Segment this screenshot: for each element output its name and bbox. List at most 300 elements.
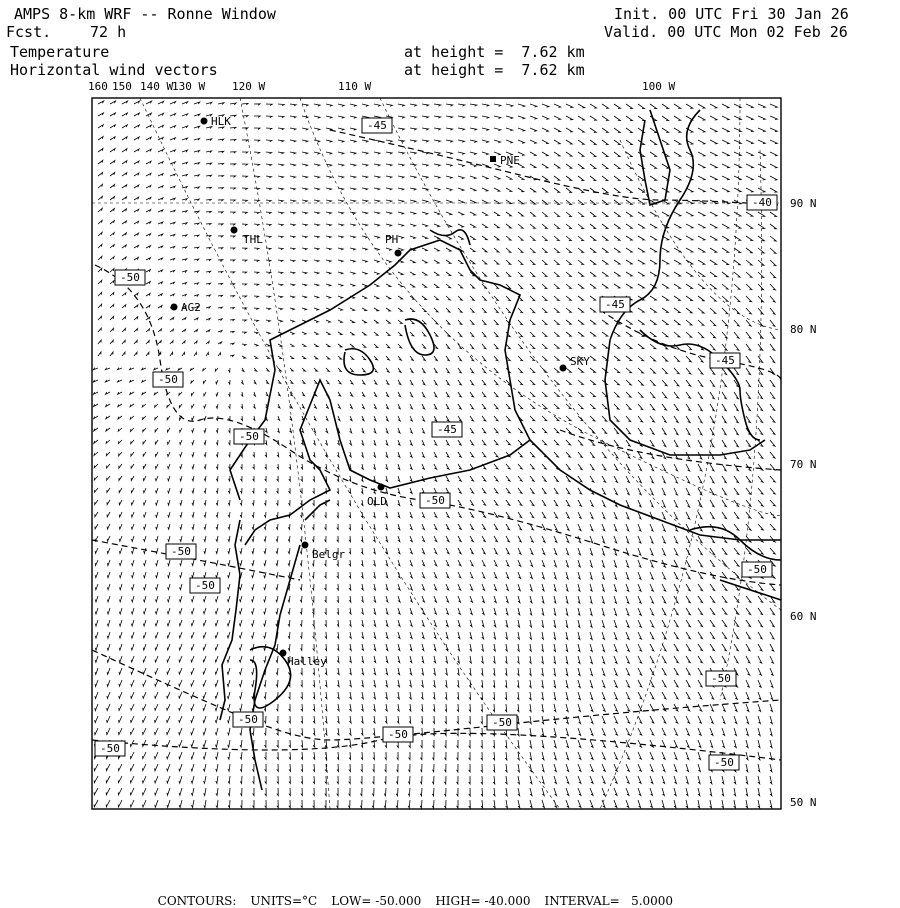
wind-vector	[422, 380, 425, 385]
wind-vector	[122, 209, 127, 212]
wind-vector	[614, 800, 617, 808]
wind-vector	[362, 284, 367, 286]
wind-vector	[131, 620, 134, 626]
wind-vector	[494, 536, 497, 542]
wind-vector	[134, 137, 139, 140]
wind-vector	[530, 320, 535, 325]
wind-vector	[770, 608, 775, 615]
wind-vector	[350, 236, 355, 238]
wind-vector	[410, 584, 412, 590]
wind-vector	[446, 536, 449, 542]
wind-vector	[650, 380, 655, 385]
wind-vector	[182, 138, 188, 140]
wind-vector	[131, 716, 134, 722]
wind-vector	[434, 356, 437, 361]
wind-vector	[505, 704, 507, 712]
wind-vector	[242, 200, 247, 202]
wind-vector	[698, 392, 703, 399]
wind-vector	[313, 740, 315, 747]
wind-vector	[770, 416, 775, 422]
wind-vector	[470, 284, 475, 288]
wind-vector	[638, 776, 641, 783]
wind-vector	[770, 704, 773, 712]
wind-vector	[650, 344, 656, 349]
wind-vector	[602, 488, 606, 494]
wind-vector	[446, 368, 449, 373]
wind-vector	[228, 716, 231, 723]
wind-vector	[590, 428, 595, 433]
wind-vector	[386, 164, 392, 166]
wind-vector	[746, 656, 750, 663]
wind-vector	[252, 596, 254, 602]
wind-vector	[362, 416, 364, 421]
wind-vector	[422, 260, 427, 263]
wind-vector	[518, 344, 523, 349]
wind-vector	[325, 440, 327, 445]
wind-vector	[578, 692, 580, 700]
wind-vector	[432, 776, 434, 784]
wind-vector	[566, 776, 569, 784]
wind-vector	[119, 644, 122, 650]
wind-vector	[106, 440, 110, 443]
wind-vector	[290, 344, 294, 346]
wind-vector	[158, 174, 163, 176]
wind-vector	[314, 260, 319, 262]
wind-vector	[110, 125, 115, 128]
wind-vector	[143, 692, 146, 698]
wind-vector	[216, 476, 218, 481]
wind-vector	[398, 128, 404, 130]
wind-vector	[300, 524, 302, 530]
wind-vector	[229, 440, 231, 445]
wind-vector	[289, 800, 291, 808]
wind-vector	[180, 476, 182, 481]
wind-vector	[614, 356, 620, 360]
wind-vector	[758, 236, 764, 241]
wind-vector	[337, 692, 339, 699]
wind-vector	[410, 380, 413, 385]
wind-vector	[578, 116, 585, 120]
wind-vector	[98, 101, 104, 104]
wind-vector	[227, 656, 230, 662]
wind-vector	[289, 764, 291, 771]
wind-vector	[518, 140, 525, 143]
wind-vector	[106, 764, 110, 771]
wind-vector	[326, 104, 332, 106]
wind-vector	[203, 764, 206, 771]
wind-vector	[494, 488, 498, 493]
wind-vector	[662, 776, 665, 784]
wind-vector	[95, 728, 98, 735]
wind-vector	[710, 584, 715, 591]
wind-vector	[590, 284, 596, 288]
wind-vector	[386, 212, 392, 214]
wind-vector	[264, 716, 266, 723]
wind-vector	[168, 464, 170, 469]
wind-vector	[122, 245, 126, 248]
wind-vector	[686, 296, 692, 301]
wind-vector	[337, 668, 339, 675]
wind-vector	[710, 488, 714, 495]
wind-vector	[578, 656, 580, 664]
wind-vector	[530, 188, 536, 192]
field-wind: Horizontal wind vectors	[10, 61, 218, 79]
height-label-1: at height = 7.62 km	[404, 43, 585, 61]
wind-vector	[204, 416, 206, 420]
wind-vector	[469, 800, 471, 808]
wind-vector	[505, 776, 507, 784]
wind-vector	[770, 188, 777, 192]
wind-vector	[252, 620, 254, 626]
wind-vector	[770, 668, 773, 675]
wind-vector	[722, 284, 728, 289]
wind-vector	[253, 776, 255, 784]
wind-vector	[386, 680, 388, 687]
wind-vector	[590, 356, 596, 360]
wind-vector	[372, 788, 374, 796]
wind-vector	[179, 656, 182, 662]
wind-vector	[206, 318, 210, 320]
wind-vector	[590, 128, 596, 132]
wind-vector	[458, 128, 465, 130]
wind-vector	[218, 103, 224, 105]
wind-vector	[650, 716, 654, 723]
wind-vector	[362, 272, 367, 274]
wind-vector	[230, 236, 235, 237]
wind-vector	[770, 620, 774, 627]
wind-vector	[482, 596, 484, 603]
wind-vector	[420, 764, 422, 772]
wind-vector	[396, 800, 398, 808]
wind-vector	[734, 416, 738, 423]
wind-vector	[398, 452, 400, 457]
wind-vector	[204, 500, 206, 505]
wind-vector	[194, 318, 198, 320]
wind-vector	[662, 248, 669, 252]
wind-vector	[349, 536, 351, 542]
wind-vector	[674, 428, 678, 435]
wind-vector	[362, 608, 364, 614]
wind-vector	[348, 800, 350, 808]
wind-vector	[650, 320, 656, 324]
wind-vector	[722, 692, 726, 699]
wind-vector	[578, 164, 584, 168]
wind-vector	[326, 236, 331, 238]
wind-vector	[530, 716, 532, 724]
wind-vector	[242, 248, 247, 250]
wind-vector	[290, 152, 296, 154]
wind-vector	[134, 340, 137, 344]
wind-vector	[229, 452, 231, 457]
wind-vector	[158, 329, 162, 332]
wind-vector	[493, 788, 495, 796]
wind-vector	[168, 536, 170, 541]
wind-vector	[422, 548, 425, 554]
wind-vector	[470, 404, 474, 409]
wind-vector	[494, 572, 497, 578]
wind-vector	[373, 512, 375, 518]
wind-vector	[530, 212, 535, 216]
wind-vector	[470, 548, 473, 554]
wind-vector	[192, 500, 194, 505]
wind-vector	[167, 692, 170, 698]
wind-vector	[313, 764, 315, 771]
wind-vector	[434, 584, 437, 590]
wind-vector	[98, 149, 103, 153]
wind-vector	[349, 476, 351, 481]
wind-vector	[253, 404, 255, 408]
wind-vector	[614, 596, 617, 603]
wind-vector	[746, 476, 751, 482]
wind-vector	[434, 152, 440, 154]
wind-vector	[338, 128, 344, 130]
wind-vector	[374, 548, 376, 554]
wind-vector	[146, 317, 150, 320]
wind-vector	[118, 404, 122, 407]
wind-vector	[434, 560, 437, 566]
wind-vector	[614, 560, 617, 567]
wind-vector	[266, 284, 271, 286]
wind-vector	[470, 296, 474, 300]
wind-vector	[338, 344, 342, 347]
wind-vector	[230, 152, 236, 154]
wind-vector	[386, 200, 392, 202]
wind-vector	[554, 140, 560, 144]
wind-vector	[325, 764, 327, 771]
wind-vector	[278, 116, 284, 118]
wind-vector	[326, 260, 331, 262]
wind-vector	[518, 356, 523, 361]
wind-vector	[338, 308, 343, 310]
wind-vector	[194, 163, 200, 165]
wind-vector	[614, 584, 617, 591]
wind-vector	[122, 293, 126, 296]
wind-vector	[458, 656, 460, 663]
wind-vector	[374, 332, 378, 335]
wind-vector	[182, 174, 187, 176]
wind-vector	[566, 524, 569, 530]
wind-vector	[746, 128, 753, 132]
wind-vector	[338, 248, 343, 250]
wind-vector	[170, 258, 175, 260]
wind-vector	[254, 284, 259, 286]
wind-vector	[494, 248, 499, 252]
wind-vector	[421, 704, 423, 711]
wind-vector	[626, 320, 632, 324]
wind-vector	[410, 164, 416, 166]
wind-vector	[230, 331, 234, 333]
wind-vector	[650, 104, 657, 109]
wind-vector	[530, 140, 536, 143]
wind-vector	[206, 211, 211, 213]
wind-vector	[170, 198, 175, 200]
wind-vector	[240, 536, 242, 541]
wind-vector	[710, 320, 716, 326]
wind-vector	[95, 596, 98, 602]
wind-vector	[106, 452, 110, 456]
wind-vector	[170, 150, 175, 152]
wind-vector	[94, 788, 98, 795]
footer-units: UNITS=°C	[250, 894, 318, 908]
wind-vector	[722, 548, 727, 554]
wind-vector	[216, 500, 218, 505]
wind-vector	[494, 476, 498, 481]
wind-vector	[674, 188, 681, 192]
wind-vector	[517, 692, 519, 700]
wind-vector	[734, 344, 739, 350]
wind-vector	[168, 452, 171, 457]
wind-vector	[710, 464, 714, 471]
wind-vector	[458, 596, 461, 602]
wind-vector	[770, 536, 775, 542]
wind-vector	[530, 464, 534, 469]
wind-vector	[398, 272, 403, 275]
wind-vector	[506, 644, 508, 651]
wind-vector	[218, 272, 223, 274]
wind-vector	[397, 764, 399, 772]
wind-vector	[144, 500, 147, 505]
wind-vector	[494, 308, 498, 313]
wind-vector	[178, 368, 182, 370]
wind-vector	[289, 740, 291, 747]
wind-vector	[107, 512, 110, 517]
wind-vector	[254, 320, 258, 322]
wind-vector	[626, 200, 632, 204]
wind-vector	[241, 800, 243, 808]
wind-vector	[590, 140, 596, 144]
wind-vector	[192, 524, 194, 529]
wind-vector	[542, 236, 547, 241]
wind-vector	[710, 212, 717, 216]
wind-vector	[158, 306, 162, 309]
wind-vector	[530, 800, 532, 808]
wind-vector	[722, 644, 726, 651]
wind-vector	[458, 632, 460, 639]
wind-vector	[350, 260, 355, 262]
wind-vector	[662, 140, 669, 144]
wind-vector	[518, 536, 521, 542]
wind-vector	[566, 164, 572, 168]
wind-vector	[264, 596, 266, 602]
wind-vector	[434, 572, 437, 578]
wind-vector	[215, 632, 218, 638]
wind-vector	[506, 416, 510, 421]
wind-vector	[494, 440, 498, 445]
wind-vector	[191, 632, 194, 638]
wind-vector	[542, 476, 546, 481]
wind-vector	[458, 332, 462, 337]
wind-vector	[110, 185, 115, 189]
wind-vector	[722, 116, 729, 120]
wind-vector	[143, 632, 146, 638]
wind-vector	[602, 704, 605, 711]
wind-vector	[266, 212, 271, 214]
wind-vector	[458, 536, 461, 542]
wind-vector	[614, 104, 621, 108]
wind-vector	[338, 440, 340, 445]
wind-vector	[758, 584, 763, 590]
wind-vector	[110, 245, 114, 248]
wind-vector	[614, 140, 620, 145]
wind-vector	[722, 620, 727, 627]
wind-vector	[698, 464, 702, 471]
wind-vector	[98, 352, 101, 356]
wind-vector	[302, 152, 308, 154]
wind-vector	[614, 440, 618, 446]
wind-vector	[325, 608, 327, 614]
wind-vector	[554, 488, 558, 494]
wind-vector	[314, 128, 320, 130]
wind-vector	[758, 176, 765, 180]
wind-vector	[143, 644, 146, 650]
wind-vector	[650, 668, 654, 675]
wind-vector	[566, 308, 571, 312]
wind-vector	[734, 440, 738, 447]
wind-vector	[674, 776, 677, 784]
wind-vector	[93, 368, 98, 370]
wind-vector	[602, 572, 604, 579]
wind-vector	[554, 152, 560, 156]
wind-vector	[409, 704, 411, 711]
wind-vector	[686, 692, 690, 699]
wind-vector	[554, 128, 561, 132]
wind-vector	[710, 788, 712, 796]
wind-vector	[542, 344, 547, 348]
wind-vector	[542, 140, 548, 144]
lat-label: 90 N	[790, 197, 817, 210]
wind-vector	[146, 282, 150, 285]
wind-vector	[242, 284, 247, 285]
wind-vector	[386, 632, 388, 638]
wind-vector	[290, 128, 296, 130]
wind-vector	[206, 307, 210, 309]
wind-vector	[626, 608, 629, 615]
wind-vector	[300, 584, 302, 590]
wind-vector	[578, 728, 581, 736]
wind-vector	[182, 294, 186, 296]
wind-vector	[374, 560, 376, 566]
wind-vector	[120, 584, 123, 590]
wind-vector	[122, 173, 127, 176]
wind-vector	[698, 728, 701, 735]
wind-vector	[554, 704, 556, 712]
wind-vector	[362, 596, 364, 602]
wind-vector	[144, 548, 146, 554]
wind-vector	[686, 164, 693, 168]
wind-vector	[192, 596, 195, 602]
wind-vector	[662, 260, 669, 264]
wind-vector	[746, 716, 749, 724]
wind-vector	[130, 788, 134, 795]
wind-vector	[746, 728, 748, 736]
wind-vector	[110, 233, 114, 236]
wind-vector	[530, 476, 534, 481]
wind-vector	[458, 452, 461, 457]
wind-vector	[374, 296, 379, 299]
wind-vector	[349, 788, 350, 796]
wind-vector	[288, 608, 290, 614]
wind-vector	[409, 716, 411, 723]
wind-vector	[578, 776, 581, 783]
wind-vector	[674, 572, 678, 579]
wind-vector	[106, 392, 111, 394]
wind-vector	[338, 392, 341, 396]
wind-vector	[182, 223, 187, 225]
wind-vector	[94, 776, 98, 783]
wind-vector	[470, 560, 473, 566]
wind-vector	[470, 320, 474, 325]
wind-vector	[758, 248, 764, 253]
